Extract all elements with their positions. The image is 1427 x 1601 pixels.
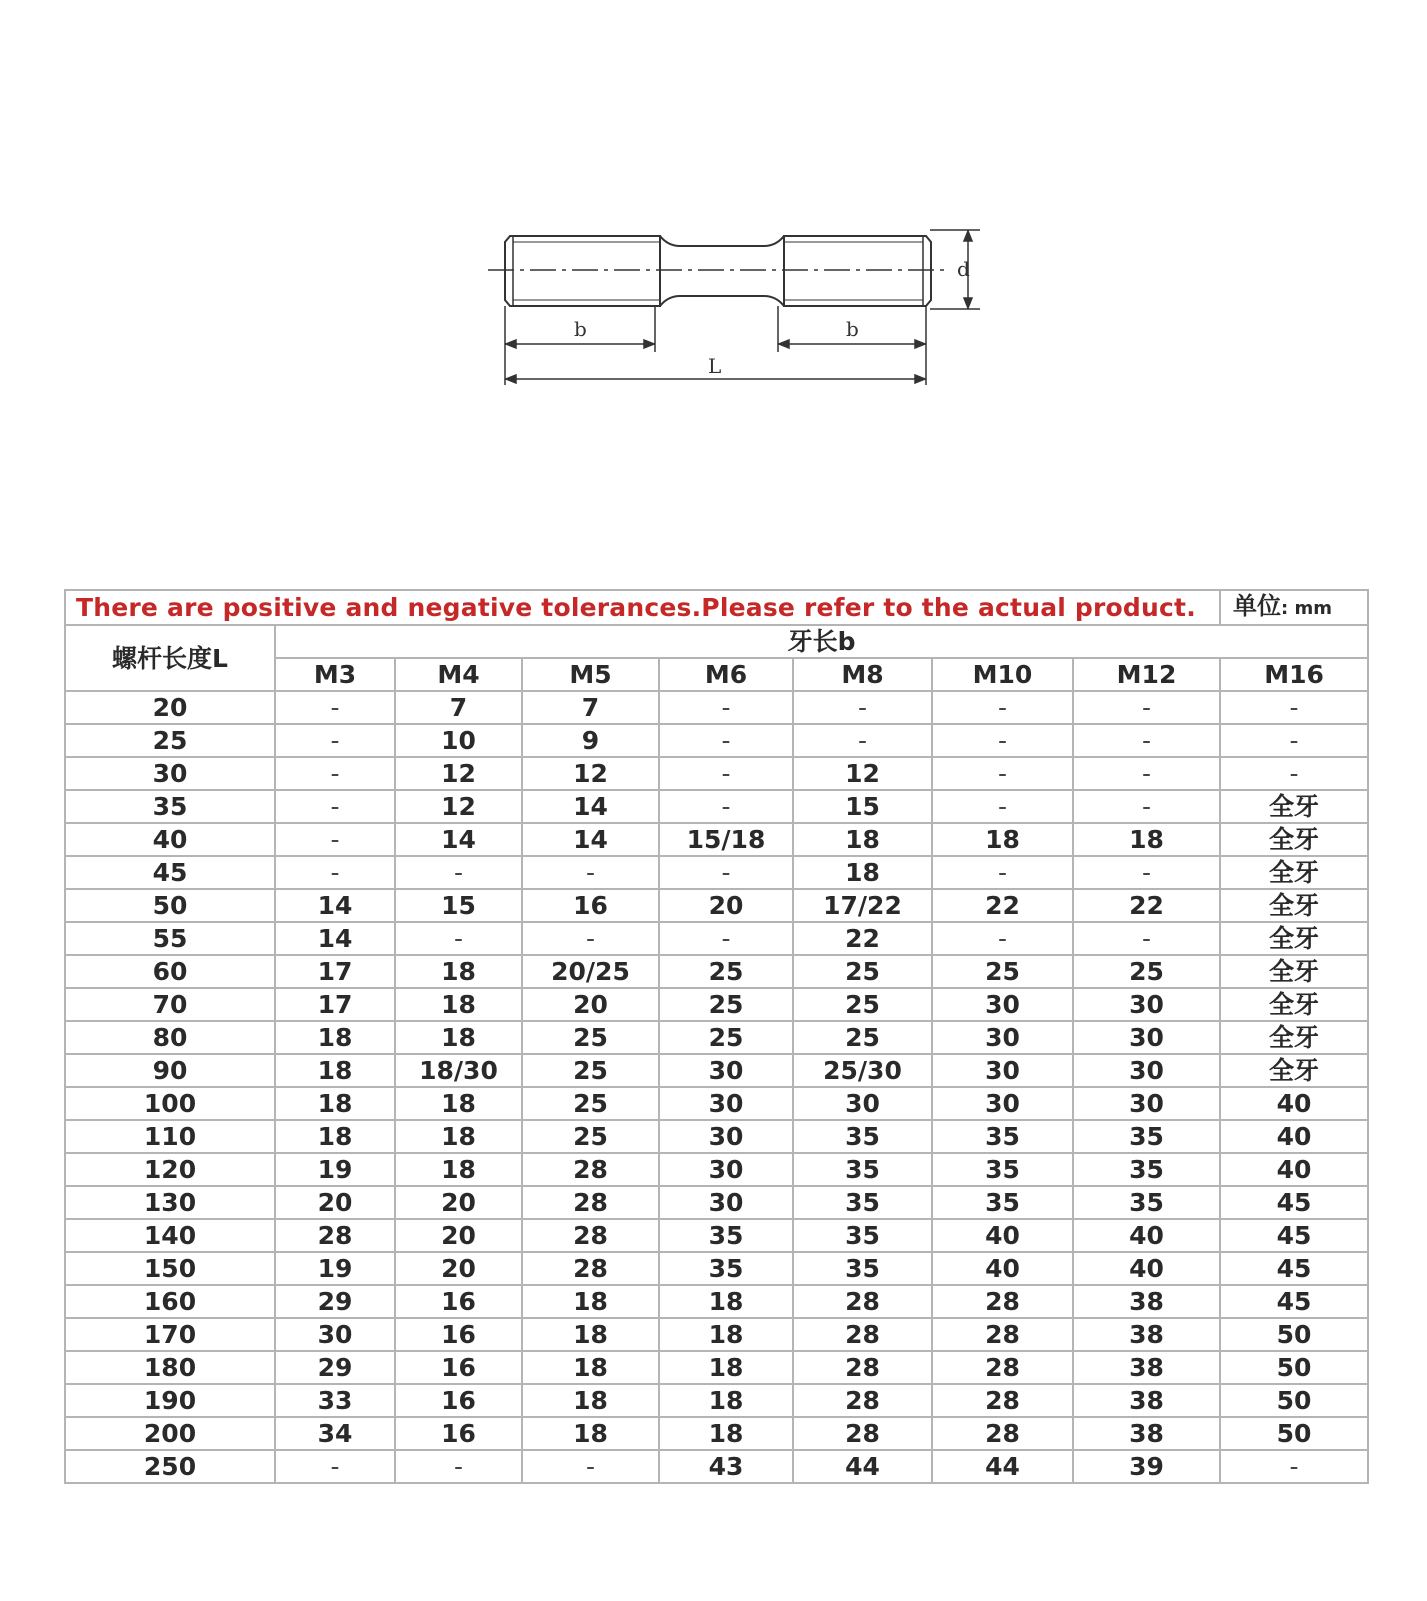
- unit-label: 单位: [1233, 592, 1282, 620]
- thread-length-cell: -: [275, 724, 395, 757]
- table-row: [65, 1120, 1368, 1153]
- table-row: [65, 922, 1368, 955]
- thread-length-cell: -: [659, 790, 793, 823]
- thread-length-cell: 25: [793, 1021, 932, 1054]
- thread-length-cell: 35: [659, 1252, 793, 1285]
- size-header: M5: [522, 658, 659, 691]
- thread-length-cell: 50: [1220, 1417, 1368, 1450]
- thread-length-cell: 30: [932, 1087, 1073, 1120]
- thread-length-cell: 28: [932, 1384, 1073, 1417]
- thread-length-cell: 18: [522, 1285, 659, 1318]
- table-row: [65, 988, 1368, 1021]
- thread-length-cell: 25: [659, 988, 793, 1021]
- size-header: M4: [395, 658, 522, 691]
- thread-length-cell: 25: [659, 1021, 793, 1054]
- thread-length-cell: 18: [275, 1021, 395, 1054]
- thread-length-cell: 全牙: [1220, 790, 1368, 823]
- length-cell: 50: [65, 889, 275, 922]
- thread-length-cell: 30: [659, 1087, 793, 1120]
- thread-length-cell: -: [522, 856, 659, 889]
- tolerance-notice: There are positive and negative tolerances.Please refer to the actual product.: [65, 590, 1220, 625]
- thread-length-cell: 全牙: [1220, 823, 1368, 856]
- left-thread-section: [505, 236, 660, 306]
- length-cell: 200: [65, 1417, 275, 1450]
- table-row: [65, 1054, 1368, 1087]
- thread-length-cell: 50: [1220, 1351, 1368, 1384]
- thread-length-cell: 28: [932, 1285, 1073, 1318]
- length-cell: 250: [65, 1450, 275, 1483]
- thread-length-cell: -: [522, 1450, 659, 1483]
- thread-length-cell: 38: [1073, 1384, 1220, 1417]
- thread-length-cell: 40: [932, 1252, 1073, 1285]
- thread-length-cell: 45: [1220, 1252, 1368, 1285]
- thread-length-cell: 30: [1073, 1021, 1220, 1054]
- thread-length-cell: -: [395, 856, 522, 889]
- thread-length-cell: 40: [932, 1219, 1073, 1252]
- notice-row: [65, 590, 1368, 625]
- thread-length-cell: 20: [395, 1186, 522, 1219]
- thread-length-cell: 30: [659, 1120, 793, 1153]
- thread-length-cell: 25: [522, 1054, 659, 1087]
- thread-length-cell: 38: [1073, 1351, 1220, 1384]
- thread-length-cell: 30: [932, 988, 1073, 1021]
- thread-length-cell: 全牙: [1220, 988, 1368, 1021]
- thread-length-cell: 18: [659, 1318, 793, 1351]
- thread-length-cell: 14: [395, 823, 522, 856]
- thread-length-cell: 全牙: [1220, 1054, 1368, 1087]
- length-cell: 70: [65, 988, 275, 1021]
- length-cell: 150: [65, 1252, 275, 1285]
- thread-length-cell: -: [1073, 790, 1220, 823]
- thread-length-cell: 18: [932, 823, 1073, 856]
- length-cell: 25: [65, 724, 275, 757]
- length-header: 螺杆长度L: [65, 625, 275, 691]
- table-row: [65, 724, 1368, 757]
- thread-length-cell: 18: [275, 1120, 395, 1153]
- length-cell: 160: [65, 1285, 275, 1318]
- thread-length-cell: 38: [1073, 1318, 1220, 1351]
- thread-length-cell: -: [659, 757, 793, 790]
- thread-length-cell: -: [1220, 724, 1368, 757]
- dimension-b-left-label: b: [574, 317, 587, 341]
- thread-length-cell: 9: [522, 724, 659, 757]
- thread-length-cell: -: [932, 757, 1073, 790]
- thread-length-cell: 18: [522, 1417, 659, 1450]
- thread-length-cell: 35: [1073, 1120, 1220, 1153]
- size-header: M16: [1220, 658, 1368, 691]
- thread-length-cell: 22: [793, 922, 932, 955]
- thread-length-cell: -: [1220, 757, 1368, 790]
- thread-length-cell: 35: [1073, 1186, 1220, 1219]
- thread-length-cell: 30: [1073, 1087, 1220, 1120]
- thread-length-cell: 35: [793, 1120, 932, 1153]
- thread-length-cell: 18: [659, 1351, 793, 1384]
- thread-length-cell: 18: [522, 1351, 659, 1384]
- thread-length-cell: 30: [659, 1186, 793, 1219]
- table-row: [65, 1417, 1368, 1450]
- thread-length-cell: 20: [275, 1186, 395, 1219]
- thread-length-cell: -: [275, 691, 395, 724]
- table-row: [65, 856, 1368, 889]
- thread-length-cell: 7: [522, 691, 659, 724]
- table-row: [65, 889, 1368, 922]
- thread-length-cell: 43: [659, 1450, 793, 1483]
- length-cell: 110: [65, 1120, 275, 1153]
- thread-length-cell: 38: [1073, 1417, 1220, 1450]
- stud-bolt-diagram: [0, 0, 1427, 460]
- thread-length-cell: 20: [395, 1219, 522, 1252]
- thread-length-cell: -: [275, 757, 395, 790]
- thread-length-cell: 35: [793, 1153, 932, 1186]
- thread-length-cell: 20: [659, 889, 793, 922]
- thread-length-cell: -: [1220, 1450, 1368, 1483]
- thread-length-cell: -: [275, 1450, 395, 1483]
- size-header: M6: [659, 658, 793, 691]
- thread-length-cell: 28: [793, 1384, 932, 1417]
- thread-length-cell: 30: [275, 1318, 395, 1351]
- length-cell: 190: [65, 1384, 275, 1417]
- thread-length-cell: -: [1073, 856, 1220, 889]
- thread-length-cell: 12: [395, 757, 522, 790]
- thread-length-cell: 28: [793, 1351, 932, 1384]
- thread-length-cell: -: [659, 922, 793, 955]
- thread-length-cell: 18: [275, 1087, 395, 1120]
- table-row: [65, 1351, 1368, 1384]
- thread-length-cell: 28: [522, 1153, 659, 1186]
- thread-length-cell: 33: [275, 1384, 395, 1417]
- thread-length-table: [64, 589, 1369, 1484]
- thread-length-cell: 18: [395, 1087, 522, 1120]
- thread-length-cell: 全牙: [1220, 889, 1368, 922]
- thread-length-cell: 40: [1073, 1252, 1220, 1285]
- thread-length-cell: 35: [932, 1153, 1073, 1186]
- size-header: M12: [1073, 658, 1220, 691]
- thread-length-cell: 29: [275, 1351, 395, 1384]
- thread-length-cell: 30: [659, 1153, 793, 1186]
- thread-length-cell: 35: [793, 1252, 932, 1285]
- thread-length-cell: 17: [275, 955, 395, 988]
- thread-length-cell: -: [275, 790, 395, 823]
- thread-length-cell: 25: [522, 1087, 659, 1120]
- thread-length-cell: 18: [395, 1120, 522, 1153]
- thread-length-cell: 12: [522, 757, 659, 790]
- table-row: [65, 1021, 1368, 1054]
- thread-length-cell: -: [1220, 691, 1368, 724]
- length-cell: 30: [65, 757, 275, 790]
- thread-length-cell: 50: [1220, 1318, 1368, 1351]
- thread-length-cell: 45: [1220, 1219, 1368, 1252]
- thread-length-cell: -: [793, 724, 932, 757]
- thread-length-cell: -: [932, 922, 1073, 955]
- thread-length-cell: 30: [932, 1021, 1073, 1054]
- thread-length-cell: 25/30: [793, 1054, 932, 1087]
- thread-length-header: 牙长b: [275, 625, 1368, 658]
- thread-length-cell: 22: [932, 889, 1073, 922]
- thread-length-cell: 35: [932, 1186, 1073, 1219]
- length-cell: 170: [65, 1318, 275, 1351]
- thread-length-cell: 14: [275, 922, 395, 955]
- size-header: M10: [932, 658, 1073, 691]
- thread-length-cell: 30: [1073, 988, 1220, 1021]
- thread-length-cell: -: [793, 691, 932, 724]
- thread-length-cell: 14: [522, 790, 659, 823]
- thread-length-cell: 全牙: [1220, 922, 1368, 955]
- thread-length-cell: 25: [793, 988, 932, 1021]
- table-row: [65, 1219, 1368, 1252]
- thread-length-cell: 18: [522, 1318, 659, 1351]
- length-cell: 180: [65, 1351, 275, 1384]
- table-row: [65, 823, 1368, 856]
- thread-length-cell: 38: [1073, 1285, 1220, 1318]
- thread-length-cell: 30: [1073, 1054, 1220, 1087]
- thread-length-cell: 全牙: [1220, 856, 1368, 889]
- thread-length-cell: -: [932, 691, 1073, 724]
- length-cell: 40: [65, 823, 275, 856]
- thread-length-cell: 45: [1220, 1285, 1368, 1318]
- table-row: [65, 1384, 1368, 1417]
- thread-length-cell: 18: [659, 1285, 793, 1318]
- thread-length-cell: 18: [395, 1021, 522, 1054]
- thread-length-cell: -: [659, 856, 793, 889]
- table-row: [65, 1186, 1368, 1219]
- thread-length-cell: 18: [793, 856, 932, 889]
- thread-length-cell: 22: [1073, 889, 1220, 922]
- right-thread-section: [784, 236, 931, 306]
- thread-length-cell: 28: [932, 1318, 1073, 1351]
- thread-length-cell: 15/18: [659, 823, 793, 856]
- thread-length-cell: 35: [932, 1120, 1073, 1153]
- thread-length-cell: 16: [395, 1384, 522, 1417]
- thread-length-cell: 35: [793, 1219, 932, 1252]
- thread-length-cell: -: [522, 922, 659, 955]
- thread-length-cell: 44: [793, 1450, 932, 1483]
- thread-length-cell: -: [1073, 724, 1220, 757]
- thread-length-cell: -: [1073, 691, 1220, 724]
- length-cell: 55: [65, 922, 275, 955]
- thread-length-cell: 18: [1073, 823, 1220, 856]
- thread-length-cell: 28: [793, 1285, 932, 1318]
- thread-length-cell: 18: [275, 1054, 395, 1087]
- length-cell: 130: [65, 1186, 275, 1219]
- length-cell: 80: [65, 1021, 275, 1054]
- thread-length-cell: 20/25: [522, 955, 659, 988]
- thread-length-cell: 40: [1220, 1120, 1368, 1153]
- thread-length-cell: 28: [793, 1318, 932, 1351]
- table-row: [65, 1285, 1368, 1318]
- length-cell: 90: [65, 1054, 275, 1087]
- thread-length-cell: 28: [275, 1219, 395, 1252]
- thread-length-cell: 28: [522, 1219, 659, 1252]
- thread-length-cell: 39: [1073, 1450, 1220, 1483]
- thread-length-cell: 16: [395, 1318, 522, 1351]
- thread-length-cell: 30: [793, 1087, 932, 1120]
- thread-length-cell: -: [395, 922, 522, 955]
- thread-length-cell: -: [659, 724, 793, 757]
- thread-length-cell: 28: [932, 1351, 1073, 1384]
- thread-length-cell: -: [275, 856, 395, 889]
- thread-length-cell: 40: [1220, 1153, 1368, 1186]
- thread-length-cell: 44: [932, 1450, 1073, 1483]
- thread-length-cell: 16: [395, 1285, 522, 1318]
- thread-length-cell: 15: [395, 889, 522, 922]
- thread-length-cell: 10: [395, 724, 522, 757]
- table-row: [65, 691, 1368, 724]
- length-cell: 60: [65, 955, 275, 988]
- dimension-d-label: d: [957, 257, 970, 281]
- table-row: [65, 1318, 1368, 1351]
- table-row: [65, 1087, 1368, 1120]
- thread-length-cell: 17: [275, 988, 395, 1021]
- length-cell: 35: [65, 790, 275, 823]
- thread-length-cell: 30: [932, 1054, 1073, 1087]
- thread-length-cell: 18: [659, 1417, 793, 1450]
- thread-length-cell: 35: [793, 1186, 932, 1219]
- dimension-b-right-label: b: [846, 317, 859, 341]
- thread-length-cell: 35: [659, 1219, 793, 1252]
- length-cell: 100: [65, 1087, 275, 1120]
- table-row: [65, 790, 1368, 823]
- length-cell: 120: [65, 1153, 275, 1186]
- thread-length-cell: 50: [1220, 1384, 1368, 1417]
- thread-length-cell: 14: [275, 889, 395, 922]
- dimension-L-label: L: [708, 354, 722, 378]
- thread-length-cell: 20: [395, 1252, 522, 1285]
- thread-length-cell: 40: [1073, 1219, 1220, 1252]
- thread-length-cell: 45: [1220, 1186, 1368, 1219]
- unit-value: : mm: [1281, 598, 1333, 619]
- thread-length-cell: 16: [395, 1417, 522, 1450]
- thread-length-cell: 18: [793, 823, 932, 856]
- thread-length-cell: 18: [395, 988, 522, 1021]
- thread-length-cell: 25: [793, 955, 932, 988]
- thread-length-cell: -: [275, 823, 395, 856]
- thread-length-cell: 25: [522, 1021, 659, 1054]
- table-row: [65, 955, 1368, 988]
- thread-length-cell: 35: [1073, 1153, 1220, 1186]
- thread-length-cell: -: [1073, 757, 1220, 790]
- thread-length-cell: 29: [275, 1285, 395, 1318]
- size-header: M8: [793, 658, 932, 691]
- thread-length-cell: 18: [659, 1384, 793, 1417]
- thread-length-cell: 全牙: [1220, 955, 1368, 988]
- thread-length-cell: 40: [1220, 1087, 1368, 1120]
- length-cell: 20: [65, 691, 275, 724]
- length-cell: 140: [65, 1219, 275, 1252]
- thread-length-cell: 全牙: [1220, 1021, 1368, 1054]
- thread-length-cell: 15: [793, 790, 932, 823]
- thread-length-cell: 25: [1073, 955, 1220, 988]
- thread-length-cell: 16: [522, 889, 659, 922]
- thread-length-cell: 18: [395, 1153, 522, 1186]
- thread-length-cell: -: [932, 724, 1073, 757]
- thread-length-cell: 28: [522, 1186, 659, 1219]
- thread-length-cell: 14: [522, 823, 659, 856]
- length-cell: 45: [65, 856, 275, 889]
- thread-length-cell: 12: [395, 790, 522, 823]
- thread-length-cell: -: [1073, 922, 1220, 955]
- table-row: [65, 757, 1368, 790]
- thread-length-cell: 17/22: [793, 889, 932, 922]
- thread-length-cell: 20: [522, 988, 659, 1021]
- thread-length-cell: -: [932, 790, 1073, 823]
- thread-length-cell: 16: [395, 1351, 522, 1384]
- bolt-waist: [660, 236, 784, 246]
- table-row: [65, 1252, 1368, 1285]
- thread-length-cell: 34: [275, 1417, 395, 1450]
- header-row-1: [65, 625, 1368, 658]
- thread-length-cell: 18: [395, 955, 522, 988]
- table-row: [65, 1153, 1368, 1186]
- thread-length-cell: 25: [932, 955, 1073, 988]
- thread-length-cell: 28: [793, 1417, 932, 1450]
- thread-length-cell: -: [932, 856, 1073, 889]
- thread-length-cell: 19: [275, 1252, 395, 1285]
- thread-length-cell: -: [659, 691, 793, 724]
- thread-length-cell: 7: [395, 691, 522, 724]
- thread-length-cell: -: [395, 1450, 522, 1483]
- table-row: [65, 1450, 1368, 1483]
- thread-length-cell: 19: [275, 1153, 395, 1186]
- thread-length-cell: 18/30: [395, 1054, 522, 1087]
- thread-length-cell: 25: [522, 1120, 659, 1153]
- thread-length-cell: 28: [522, 1252, 659, 1285]
- size-header: M3: [275, 658, 395, 691]
- thread-length-cell: 12: [793, 757, 932, 790]
- thread-length-cell: 28: [932, 1417, 1073, 1450]
- unit-cell: [1220, 590, 1368, 625]
- thread-length-cell: 18: [522, 1384, 659, 1417]
- thread-length-cell: 30: [659, 1054, 793, 1087]
- thread-length-cell: 25: [659, 955, 793, 988]
